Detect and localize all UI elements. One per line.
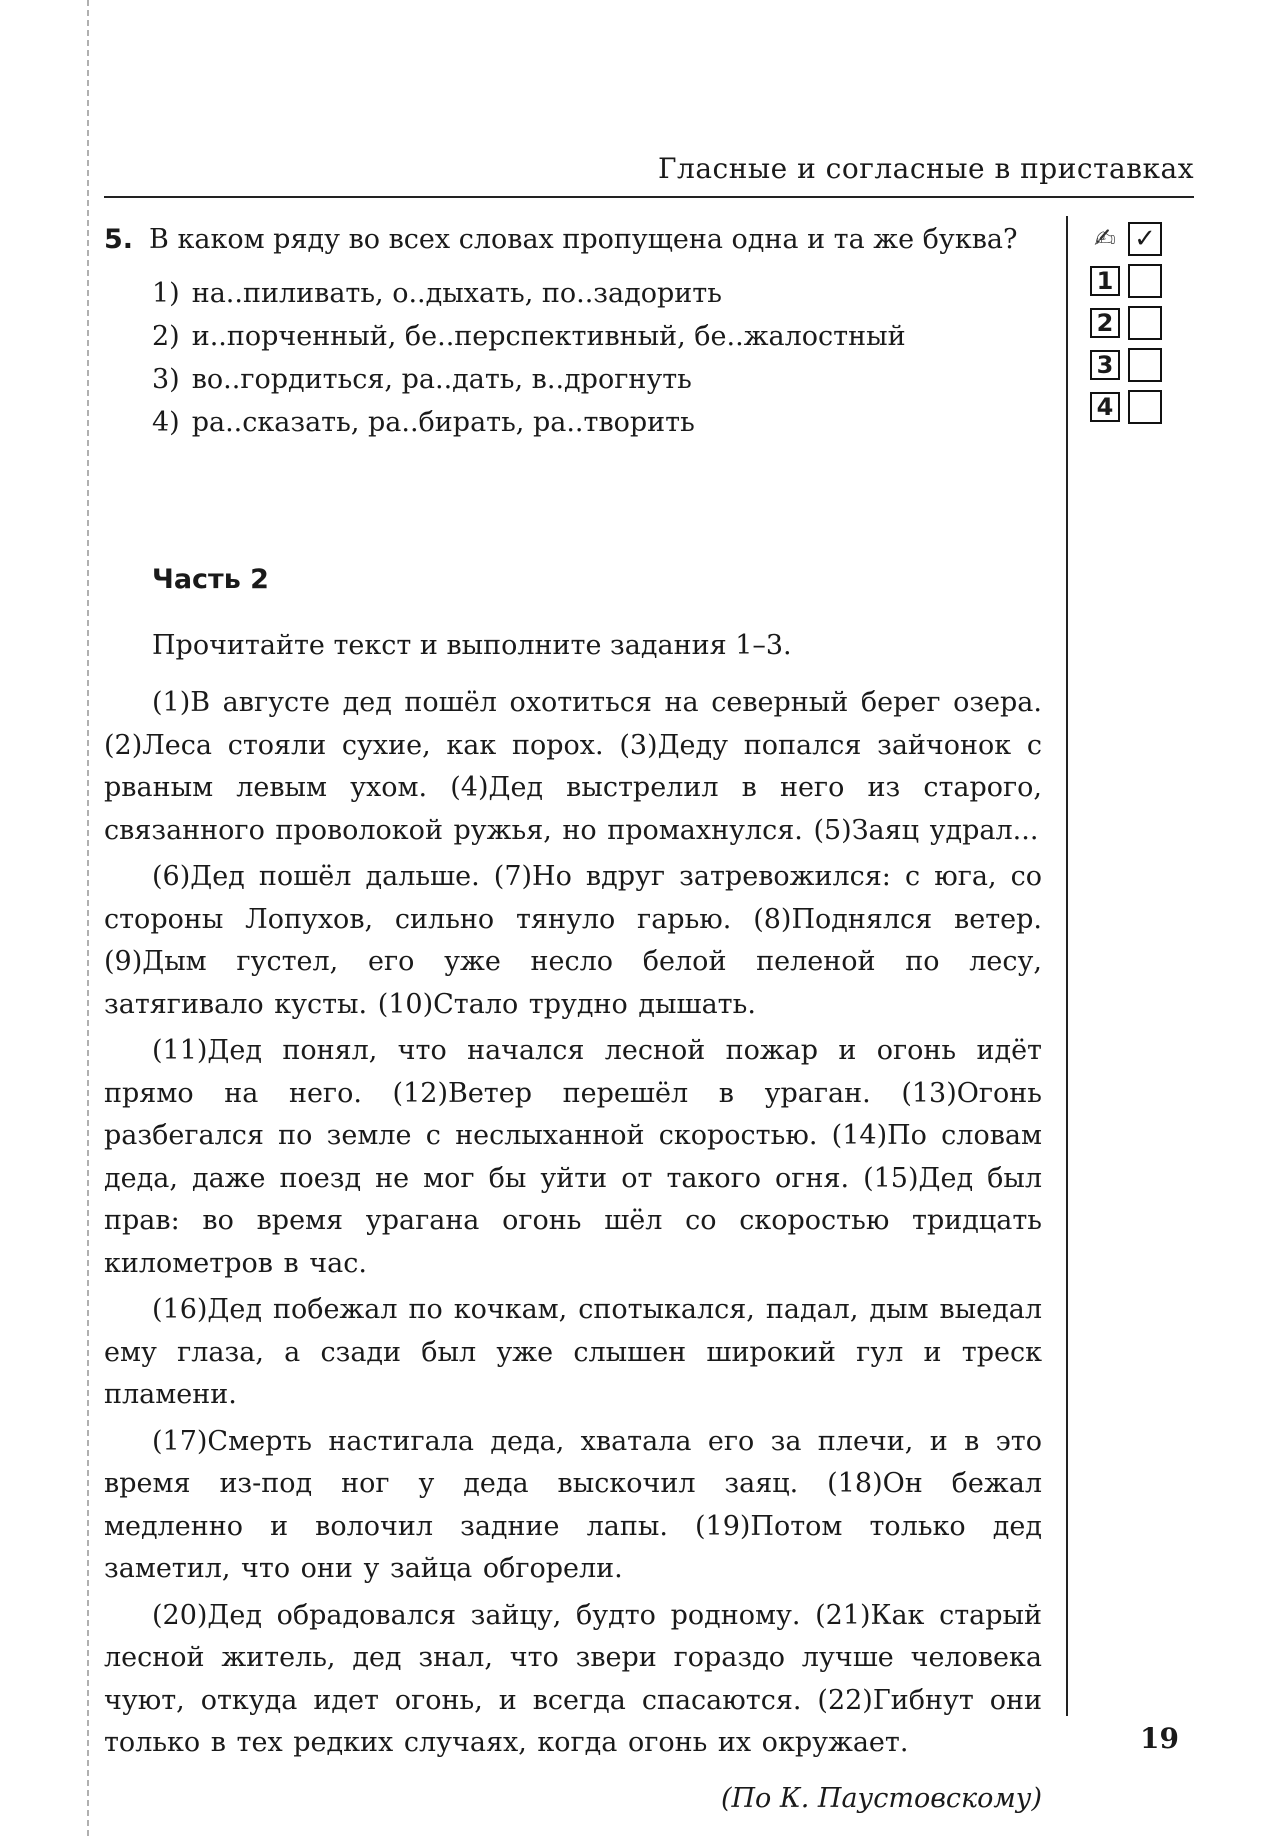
checkmark-icon: ✓ (1128, 222, 1162, 256)
running-header: Гласные и согласные в приставках (658, 152, 1194, 185)
answer-checkbox-3[interactable] (1128, 348, 1162, 382)
task-number: 5. (104, 224, 134, 255)
answer-row-2 (1090, 306, 1162, 340)
option-number: 1) (152, 278, 180, 309)
task-question (104, 218, 1042, 262)
answer-label: 1 (1090, 266, 1120, 296)
option-text: и..порченный, бе..перспективный, бе..жалостный (191, 321, 906, 352)
option-2 (152, 315, 1042, 358)
option-number: 3) (152, 364, 180, 395)
instruction: Прочитайте текст и выполните задания 1–3. (152, 630, 792, 661)
answer-row-3 (1090, 348, 1162, 382)
task-question-text: В каком ряду во всех словах пропущена одна и та же буква? (149, 224, 1018, 255)
cut-line (87, 0, 89, 1836)
option-number: 4) (152, 407, 180, 438)
answer-checkbox-2[interactable] (1128, 306, 1162, 340)
answer-options (152, 272, 1042, 444)
answer-row-4 (1090, 390, 1162, 424)
text-paragraph: (11)Дед понял, что начался лесной пожар и огонь идёт прямо на него. (12)Ветер перешёл в ураган. (13)Огонь разбегался по земле с неслыханной скоростью. (14)По словам деда, даже поезд не мог бы уйти от такого огня. (15)Дед был прав: во время урагана огонь шёл со скоростью тридцать километров в час. (104, 1035, 1042, 1279)
option-text: на..пиливать, о..дыхать, по..задорить (191, 278, 722, 309)
text-paragraph: (17)Смерть настигала деда, хватала его за плечи, и в это время из-под ног у деда выскочил заяц. (18)Он бежал медленно и волочил задние лапы. (19)Потом только дед заметил, что они у зайца обгорели. (104, 1425, 1042, 1584)
option-4 (152, 401, 1042, 444)
answer-row-1 (1090, 264, 1162, 298)
answer-header-row (1090, 222, 1162, 256)
answer-column-rule (1066, 216, 1068, 1716)
option-3 (152, 358, 1042, 401)
answer-label: 2 (1090, 308, 1120, 338)
option-number: 2) (152, 321, 180, 352)
task-5 (104, 218, 1042, 444)
header-rule (104, 196, 1194, 198)
option-1 (152, 272, 1042, 315)
text-paragraph: (20)Дед обрадовался зайцу, будто родному. (21)Как старый лесной житель, дед знал, что звери гораздо лучше человека чуют, откуда идет огонь, и всегда спасаются. (22)Гибнут они только в тех редких случаях, когда огонь их окружает. (104, 1599, 1042, 1758)
text-paragraph: (6)Дед пошёл дальше. (7)Но вдруг затревожился: с юга, со стороны Лопухов, сильно тянуло гарью. (8)Поднялся ветер. (9)Дым густел, его уже несло белой пеленой по лесу, затягивало кусты. (10)Стало трудно дышать. (104, 861, 1042, 1020)
answer-checkbox-1[interactable] (1128, 264, 1162, 298)
pen-icon: ✍ (1090, 224, 1120, 254)
attribution: (По К. Паустовскому) (720, 1782, 1042, 1814)
page-number: 19 (1140, 1722, 1179, 1755)
answer-label: 3 (1090, 350, 1120, 380)
answer-label: 4 (1090, 392, 1120, 422)
answer-boxes (1090, 222, 1162, 432)
part-2 (104, 560, 1042, 1819)
answer-checkbox-4[interactable] (1128, 390, 1162, 424)
option-text: во..гордиться, ра..дать, в..дрогнуть (191, 364, 692, 395)
part-title: Часть 2 (152, 564, 269, 595)
option-text: ра..сказать, ра..бирать, ра..творить (191, 407, 695, 438)
text-paragraph: (16)Дед побежал по кочкам, спотыкался, падал, дым выедал ему глаза, а сзади был уже слышен широкий гул и треск пламени. (104, 1294, 1042, 1410)
text-paragraph: (1)В августе дед пошёл охотиться на северный берег озера. (2)Леса стояли сухие, как порох. (3)Деду попался зайчонок с рваным левым ухом. (4)Дед выстрелил в него из старого, связанного проволокой ружья, но промахнулся. (5)Заяц удрал... (104, 687, 1042, 846)
